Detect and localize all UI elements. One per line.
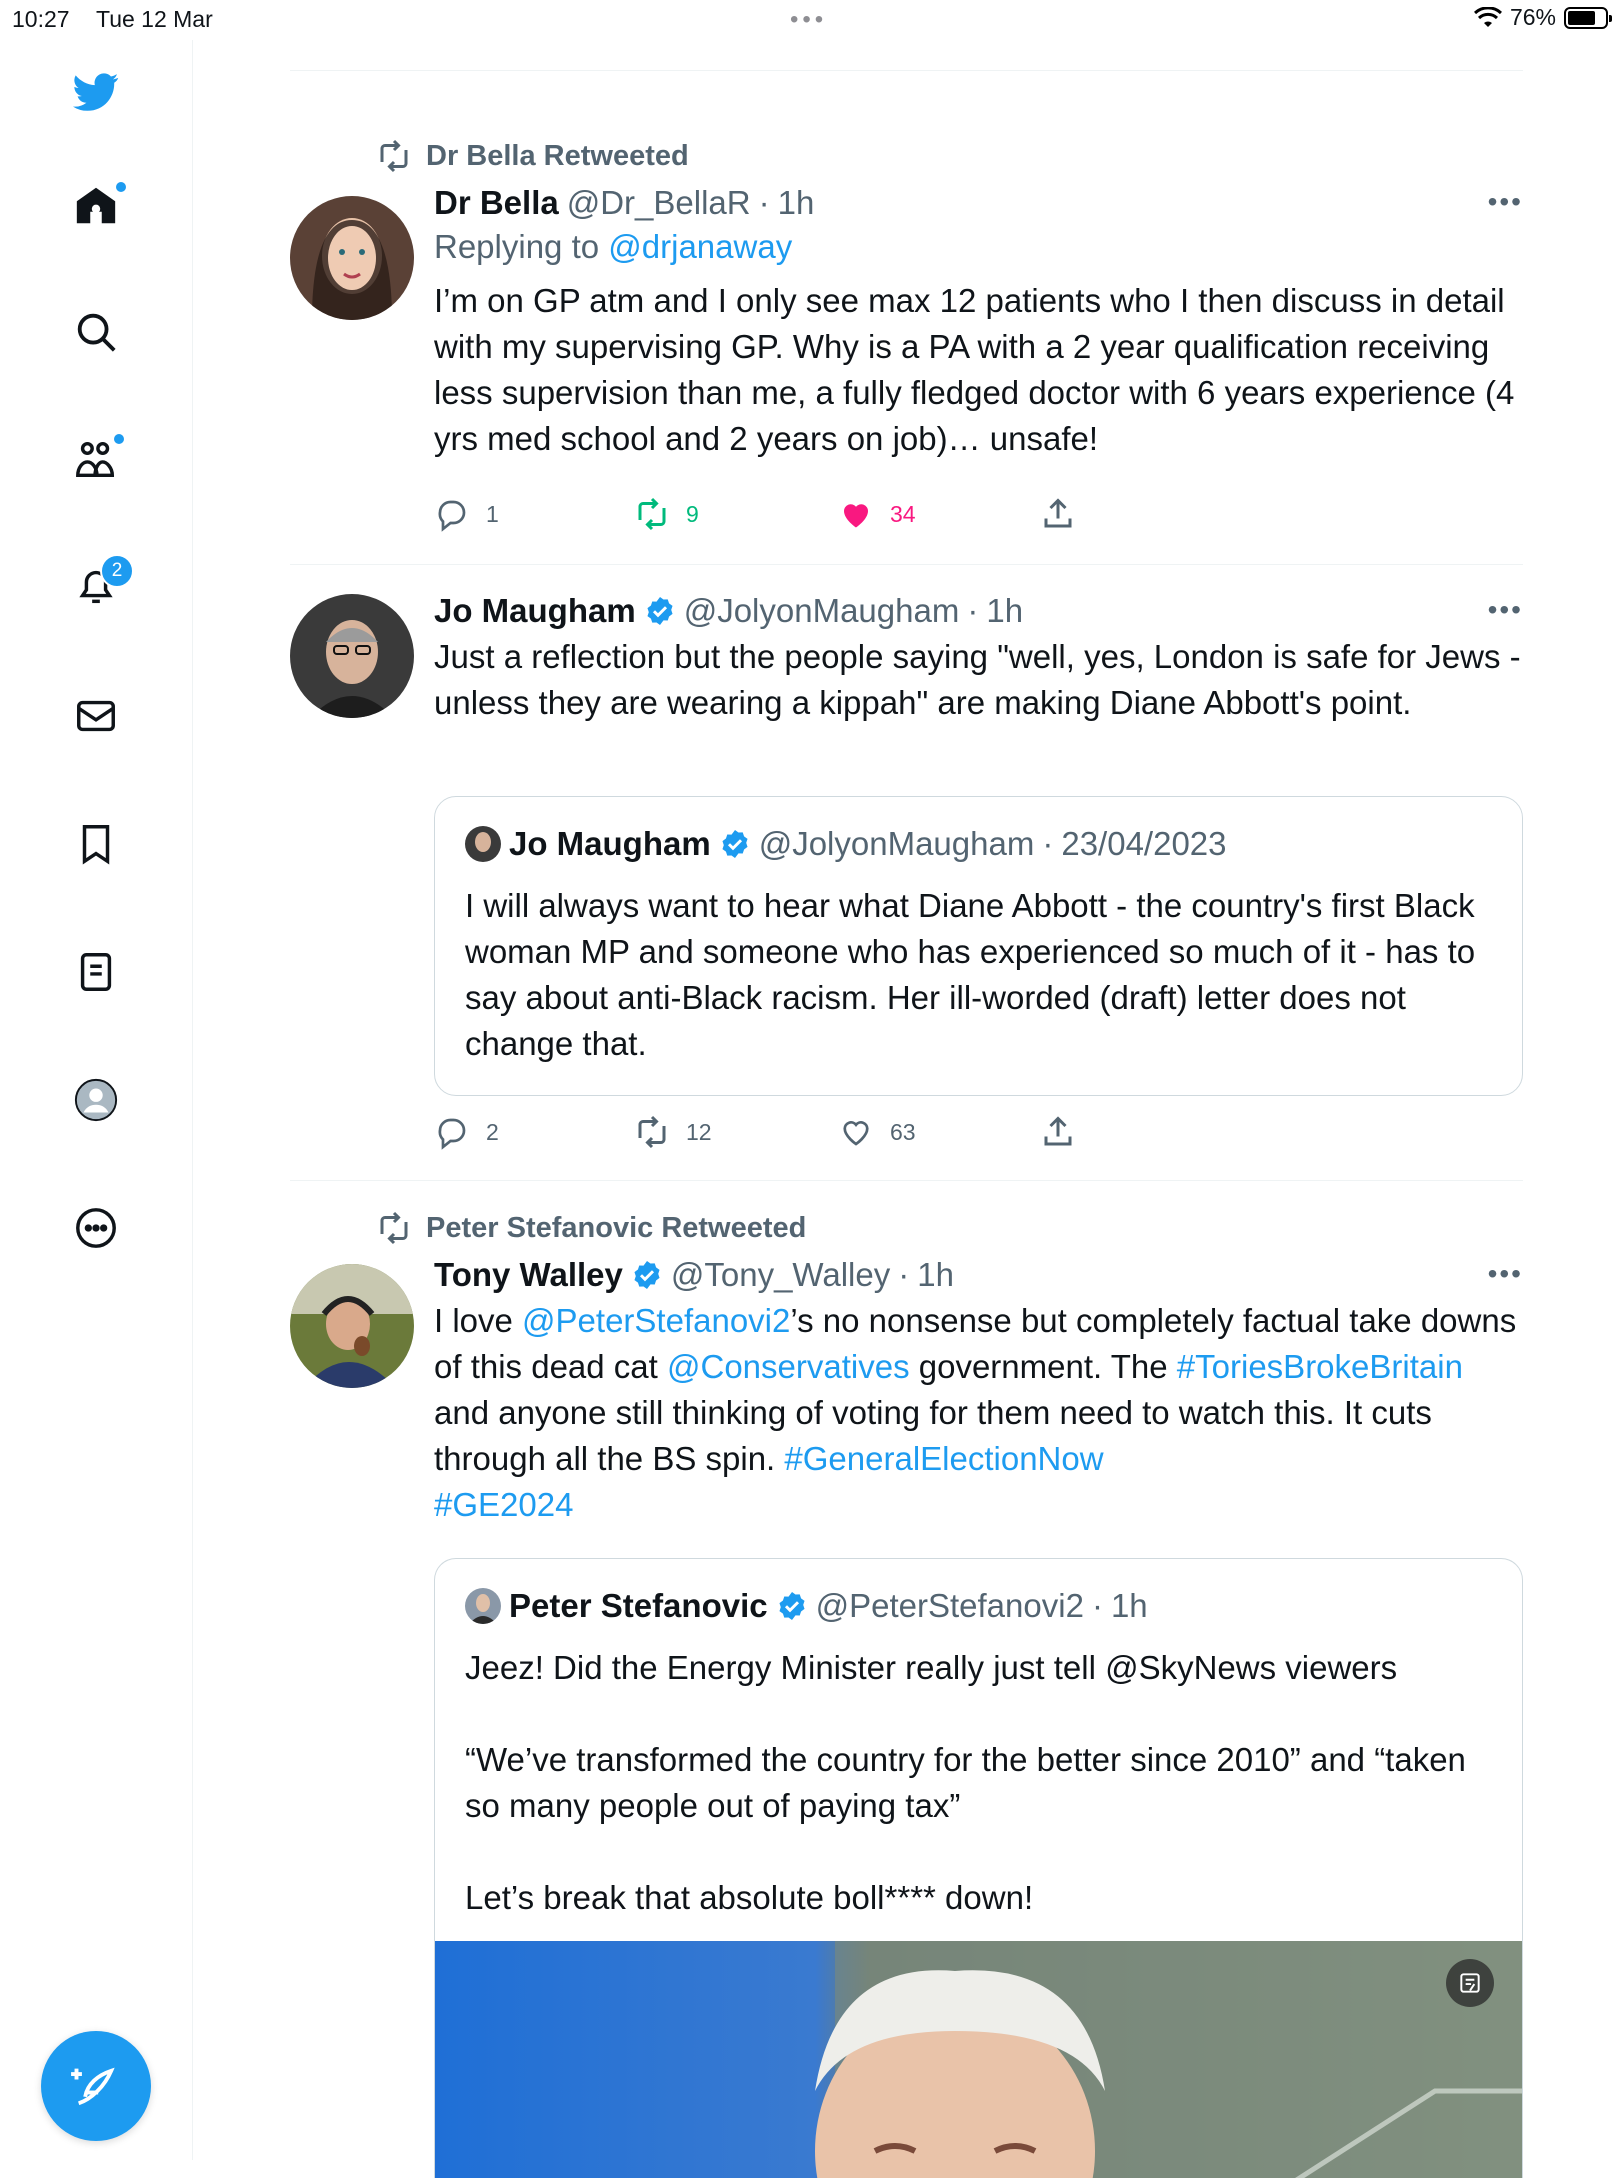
author-handle[interactable]: @JolyonMaugham xyxy=(683,592,960,629)
retweet-button[interactable] xyxy=(634,496,699,532)
quoted-tweet[interactable] xyxy=(434,796,1523,1096)
lists-icon[interactable] xyxy=(70,946,122,998)
more-options-dots-icon[interactable]: ••• xyxy=(1487,186,1523,217)
communities-new-dot xyxy=(114,434,124,444)
separator: · xyxy=(967,592,979,629)
hashtag-link[interactable]: #GE2024 xyxy=(434,1486,574,1523)
share-icon xyxy=(1040,1114,1076,1150)
quoted-author-handle: @PeterStefanovi2 xyxy=(815,1587,1084,1624)
replying-to xyxy=(434,228,1523,266)
verified-badge-icon xyxy=(719,828,751,860)
reply-button[interactable] xyxy=(434,496,499,532)
tweet-header xyxy=(434,590,1523,632)
compose-tweet-button[interactable] xyxy=(41,2031,151,2141)
hashtag-link[interactable]: #GeneralElectionNow xyxy=(784,1440,1104,1477)
reply-count: 1 xyxy=(486,500,499,527)
reply-icon xyxy=(434,496,470,532)
text-part: I love xyxy=(434,1302,523,1339)
like-count: 34 xyxy=(890,500,916,527)
quoted-video-thumbnail[interactable] xyxy=(435,1941,1522,2178)
text-part: ’s no nonsense but completely factual take downs of this dead cat xyxy=(434,1302,1517,1385)
retweeted-by-line xyxy=(376,1210,806,1246)
tweet-time[interactable]: 1h xyxy=(917,1256,954,1293)
like-button[interactable] xyxy=(838,1114,916,1150)
retweet-icon xyxy=(376,138,412,174)
reply-button[interactable] xyxy=(434,1114,499,1150)
replying-to-handle[interactable]: @drjanaway xyxy=(608,228,793,265)
profile-avatar-icon[interactable] xyxy=(70,1074,122,1126)
separator: · xyxy=(758,184,770,221)
author-name[interactable]: Tony Walley xyxy=(434,1256,623,1293)
twitter-logo-icon[interactable] xyxy=(70,66,122,118)
like-button[interactable] xyxy=(838,496,916,532)
home-new-dot xyxy=(116,182,126,192)
communities-icon[interactable] xyxy=(70,434,122,486)
retweet-icon xyxy=(634,1114,670,1150)
avatar-jo-maugham[interactable] xyxy=(290,594,414,718)
more-options-icon[interactable] xyxy=(70,1202,122,1254)
quoted-line: “We’ve transformed the country for the better since 2010” and “taken so many people out of paying tax” xyxy=(465,1741,1466,1824)
quoted-line: Jeez! Did the Energy Minister really just tell @SkyNews viewers xyxy=(465,1649,1398,1686)
wifi-icon xyxy=(1474,7,1502,29)
retweet-count: 9 xyxy=(686,500,699,527)
text-part: government. The xyxy=(909,1348,1177,1385)
retweet-count: 12 xyxy=(686,1118,712,1145)
heart-filled-icon xyxy=(838,496,874,532)
author-name[interactable]: Jo Maugham xyxy=(434,592,636,629)
share-button[interactable] xyxy=(1040,496,1076,532)
compose-feather-icon xyxy=(70,2060,122,2112)
quoted-author-name: Peter Stefanovic xyxy=(509,1587,768,1624)
status-bar xyxy=(0,0,1620,40)
timeline-feed xyxy=(290,40,1523,2160)
tweet-time[interactable]: 1h xyxy=(777,184,815,221)
retweet-icon xyxy=(634,496,670,532)
hashtag-link[interactable]: #ToriesBrokeBritain xyxy=(1176,1348,1463,1385)
retweeted-by-text: Peter Stefanovic Retweeted xyxy=(426,1211,807,1244)
media-settings-icon[interactable] xyxy=(1446,1959,1494,2007)
quoted-tweet[interactable] xyxy=(434,1558,1523,2178)
tweet-actions xyxy=(434,496,1114,536)
quoted-avatar xyxy=(465,826,501,862)
verified-badge-icon xyxy=(631,1259,663,1291)
more-options-dots-icon[interactable]: ••• xyxy=(1487,1258,1523,1289)
status-date: Tue 12 Mar xyxy=(96,6,213,32)
avatar-dr-bella[interactable] xyxy=(290,196,414,320)
quoted-tweet-header xyxy=(465,825,1227,863)
quoted-author-handle: @JolyonMaugham xyxy=(758,825,1035,862)
quoted-tweet-text xyxy=(465,1645,1492,1921)
retweeted-by-line xyxy=(376,138,689,174)
bookmarks-icon[interactable] xyxy=(70,818,122,870)
author-handle[interactable]: @Tony_Walley xyxy=(670,1256,891,1293)
tweet-body xyxy=(434,182,1523,462)
tweet-actions xyxy=(434,1114,1114,1154)
messages-icon[interactable] xyxy=(70,690,122,742)
reply-icon xyxy=(434,1114,470,1150)
home-icon[interactable] xyxy=(70,180,122,232)
avatar-tony-walley[interactable] xyxy=(290,1264,414,1388)
quoted-tweet-text: I will always want to hear what Diane Abbott - the country's first Black woman MP and someone who has experienced so much of it - has to say about anti-Black racism. Her ill-worded (draft) letter does not change that. xyxy=(465,887,1476,1062)
verified-badge-icon xyxy=(644,595,676,627)
separator: · xyxy=(1042,825,1054,862)
tweet-body xyxy=(434,1254,1523,1528)
retweeted-by-text: Dr Bella Retweeted xyxy=(426,139,689,172)
battery-icon xyxy=(1564,7,1608,29)
verified-badge-icon xyxy=(776,1590,808,1622)
mention-link[interactable]: @Conservatives xyxy=(666,1348,910,1385)
quoted-avatar xyxy=(465,1588,501,1624)
text-part: and anyone still thinking of voting for them need to watch this. It cuts through all the BS spin. xyxy=(434,1394,1432,1477)
mention-link[interactable]: @PeterStefanovi2 xyxy=(522,1302,791,1339)
quoted-tweet-time: 23/04/2023 xyxy=(1061,825,1227,862)
separator: · xyxy=(1091,1587,1103,1624)
tweet-jo-maugham[interactable] xyxy=(290,564,1523,1180)
author-name[interactable]: Dr Bella xyxy=(434,184,559,221)
tweet-header xyxy=(434,1254,1523,1296)
battery-percent: 76% xyxy=(1509,4,1556,30)
notifications-badge: 2 xyxy=(100,554,134,588)
tweet-text xyxy=(434,1298,1523,1528)
author-handle[interactable]: @Dr_BellaR xyxy=(566,184,751,221)
status-time: 10:27 xyxy=(12,6,70,32)
tweet-text: I’m on GP atm and I only see max 12 patients who I then discuss in detail with my supervising GP. Why is a PA with a 2 year qualification receiving less supervision than me, a fully fledged doctor with 6 years experience (4 yrs med school and 2 years on job)… unsafe! xyxy=(434,282,1515,457)
tweet-tony-walley[interactable] xyxy=(290,1180,1523,2160)
like-count: 63 xyxy=(890,1118,916,1145)
tweet-header xyxy=(434,182,1523,224)
tweet-body xyxy=(434,590,1523,726)
tweet-dr-bella[interactable] xyxy=(290,70,1523,564)
quoted-tweet-header xyxy=(465,1587,1148,1625)
retweet-icon xyxy=(376,1210,412,1246)
retweet-button[interactable] xyxy=(634,1114,712,1150)
battery-fill xyxy=(1568,11,1595,25)
separator: · xyxy=(898,1256,910,1293)
quoted-tweet-time: 1h xyxy=(1110,1587,1148,1624)
replying-to-label: Replying to xyxy=(434,228,600,265)
heart-icon xyxy=(838,1114,874,1150)
quoted-line: Let’s break that absolute boll**** down! xyxy=(465,1879,1034,1916)
search-icon[interactable] xyxy=(70,306,122,358)
sidebar xyxy=(0,40,193,2160)
quoted-author-name: Jo Maugham xyxy=(509,825,711,862)
multitasking-dots-icon[interactable]: ••• xyxy=(790,6,828,33)
share-icon xyxy=(1040,496,1076,532)
more-options-dots-icon[interactable]: ••• xyxy=(1487,594,1523,625)
reply-count: 2 xyxy=(486,1118,499,1145)
tweet-text: Just a reflection but the people saying "well, yes, London is safe for Jews - unless they are wearing a kippah" are making Diane Abbott's point. xyxy=(434,638,1521,721)
notifications-bell-icon[interactable] xyxy=(70,560,122,612)
status-right xyxy=(1474,4,1608,31)
share-button[interactable] xyxy=(1040,1114,1076,1150)
tweet-time[interactable]: 1h xyxy=(986,592,1024,629)
